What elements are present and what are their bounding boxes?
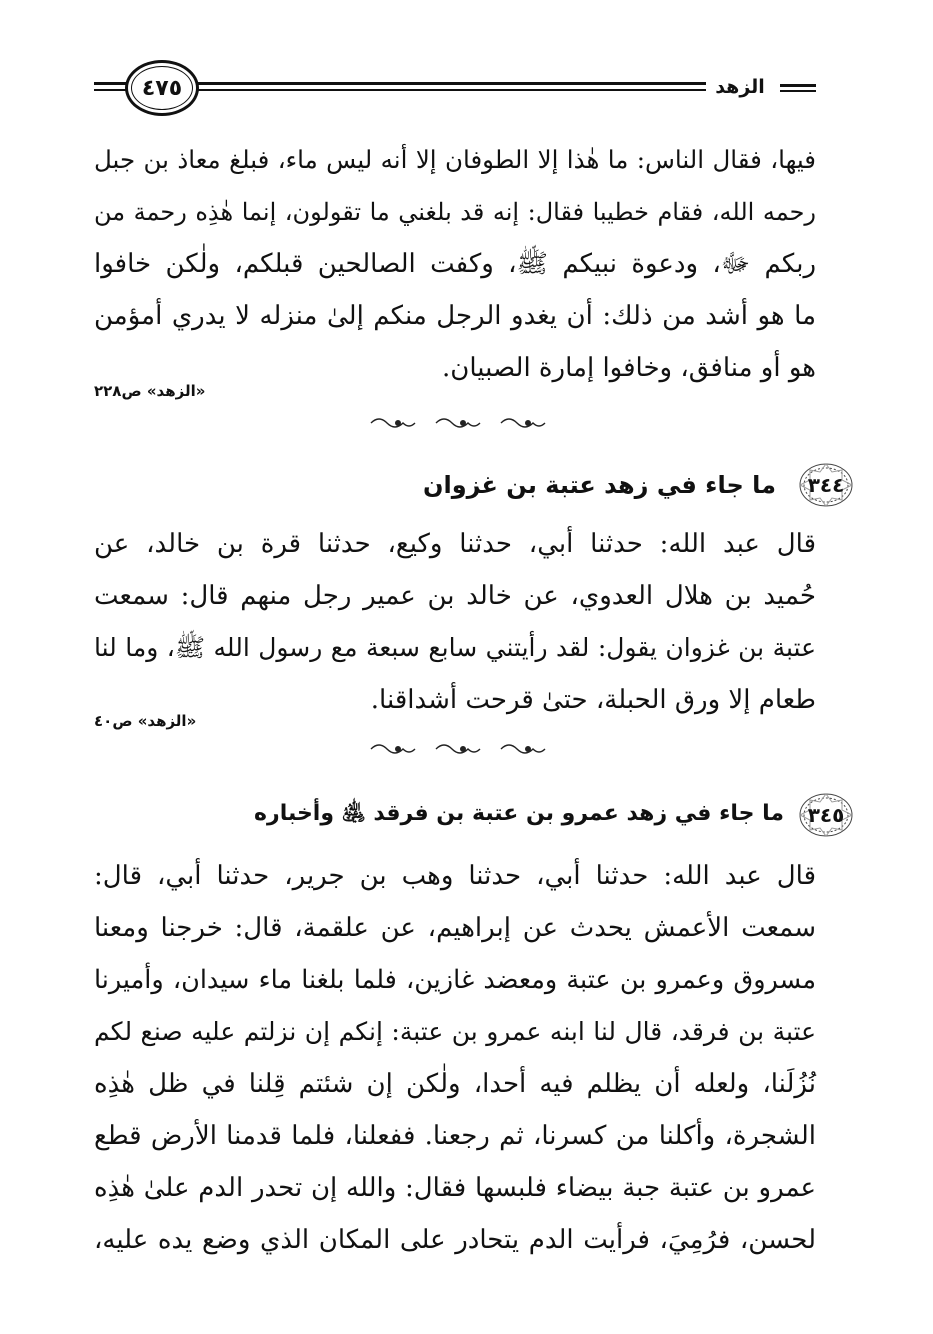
ornament-icon	[366, 414, 566, 432]
text-line: الشجرة، وأكلنا من كسرنا، ثم رجعنا. ففعلنا، فلما قدمنا الأرض قطع	[94, 1121, 816, 1151]
running-title: الزهد	[715, 76, 765, 98]
section-heading-345	[94, 792, 854, 838]
source-reference: «الزهد» ص٤٠	[94, 712, 197, 730]
text-line: فيها، فقال الناس: ما هٰذا إلا الطوفان إلا أنه ليس ماء، فبلغ معاذ بن جبل	[94, 145, 816, 174]
header-rule-mid-top	[196, 82, 706, 85]
text-line: قال عبد الله: حدثنا أبي، حدثنا وكيع، حدثنا قرة بن خالد، عن	[94, 529, 816, 559]
text-line: رحمه الله، فقام خطيبا فقال: إنه قد بلغني ما تقولون، إنما هٰذِه رحمة من	[94, 198, 816, 226]
text-line: نُزُلَنا، ولعله أن يظلم فيه أحدا، ولٰكن إن شئتم قِلنا في ظل هٰذِه	[94, 1069, 816, 1099]
text-line: مسروق وعمرو بن عتبة ومعضد غازين، فلما بلغنا ماء سيدان، وأميرنا	[94, 965, 816, 995]
page-number: ٤٧٥	[125, 60, 199, 116]
section-number: ٣٤٥	[807, 803, 845, 827]
header-rule-right-top	[780, 84, 816, 87]
paragraph-section-345	[94, 850, 816, 1266]
text-line: قال عبد الله: حدثنا أبي، حدثنا وهب بن جرير، حدثنا أبي، قال:	[94, 861, 816, 891]
text-line: طعام إلا ورق الحبلة، حتىٰ قرحت أشداقنا.	[370, 685, 816, 715]
text-line: ربكم ﷻ، ودعوة نبيكم ﷺ، وكفت الصالحين قبلكم، ولٰكن خافوا	[94, 249, 816, 279]
ornament-icon	[366, 740, 566, 758]
section-heading-344	[94, 462, 854, 508]
header-rule-right-bottom	[780, 90, 816, 92]
section-title: ما جاء في زهد عتبة بن غزوان	[422, 471, 776, 499]
section-number-badge	[798, 792, 854, 838]
text-line: لحسن، فرُمِيَ، فرأيت الدم يتحادر على المكان الذي وضع يده عليه،	[94, 1225, 816, 1255]
paragraph-continuation	[94, 134, 816, 394]
section-title: ما جاء في زهد عمرو بن عتبة بن فرقد ﵁ وأخباره	[254, 801, 784, 826]
text-line: ما هو أشد من ذلك: أن يغدو الرجل منكم إلىٰ منزله لا يدري أمؤمن	[94, 301, 816, 331]
text-line: عمرو بن عتبة جبة بيضاء فلبسها فقال: والله إن تحدر الدم علىٰ هٰذِه	[94, 1173, 816, 1203]
header-rule-left-bottom	[94, 89, 128, 91]
text-line: هو أو منافق، وخافوا إمارة الصبيان.	[442, 353, 816, 383]
paragraph-section-344	[94, 518, 816, 726]
header-rule-mid-bottom	[196, 89, 706, 91]
text-line: عتبة بن غزوان يقول: لقد رأيتني سابع سبعة مع رسول الله ﷺ، وما لنا	[94, 633, 816, 662]
text-line: حُميد بن هلال العدوي، عن خالد بن عمير رجل منهم قال: سمعت	[94, 581, 816, 611]
section-number-badge	[798, 462, 854, 508]
separator-ornament	[336, 414, 596, 436]
header-rule-left-top	[94, 82, 128, 85]
text-line: عتبة بن فرقد، قال لنا ابنه عمرو بن عتبة: إنكم إن نزلتم عليه صنع لكم	[94, 1017, 816, 1046]
section-number: ٣٤٤	[807, 473, 845, 497]
source-reference: «الزهد» ص٢٢٨	[94, 382, 206, 400]
separator-ornament	[336, 740, 596, 762]
text-line: سمعت الأعمش يحدث عن إبراهيم، عن علقمة، قال: خرجنا ومعنا	[94, 913, 816, 943]
